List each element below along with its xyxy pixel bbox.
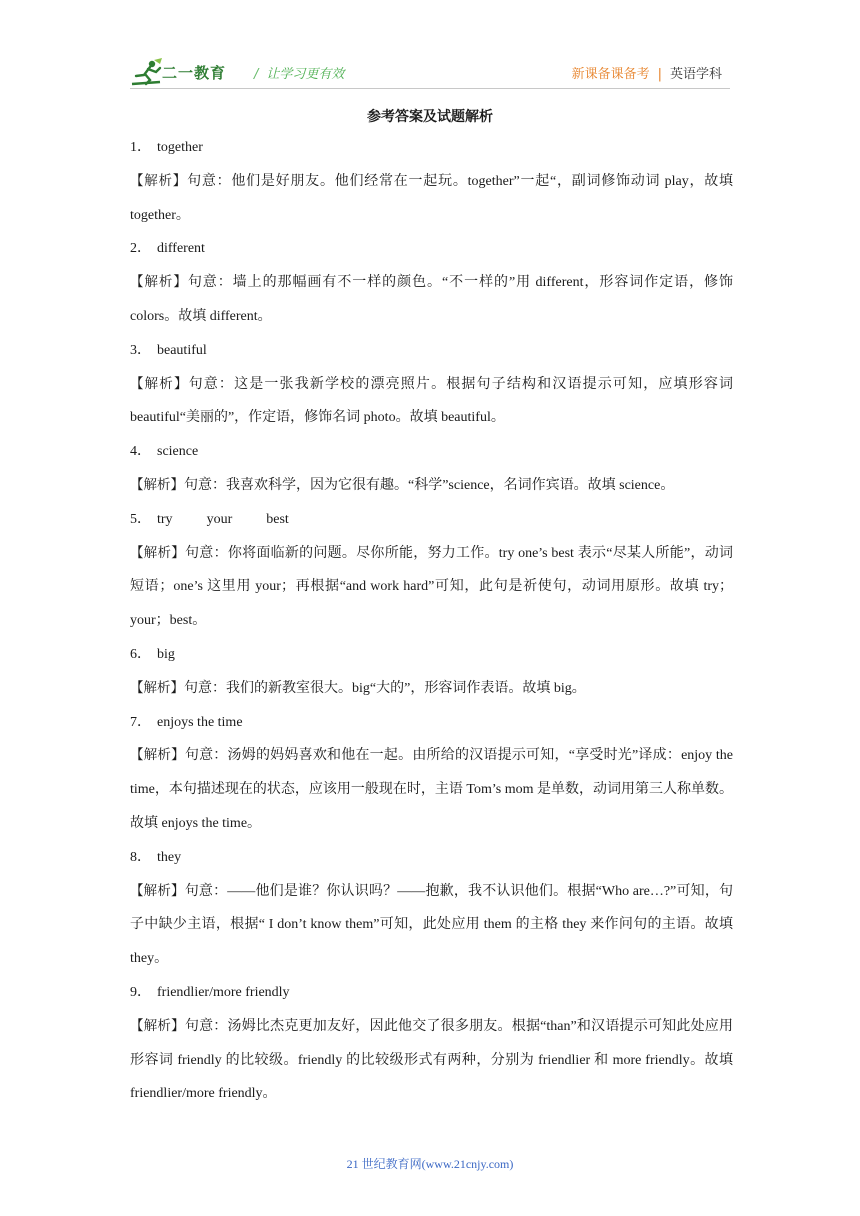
answer-line xyxy=(130,841,733,875)
analysis-paragraph xyxy=(130,1010,733,1111)
analysis-paragraph xyxy=(130,165,733,233)
analysis-marker: 【解析】 xyxy=(130,679,184,696)
analysis-text: 句意：汤姆比杰克更加友好，因此他交了很多朋友。根据“than”和汉语提示可知此处应用形容词 friendly 的比较级。friendly 的比较级形式有两种，分别为 friendlier 和 more friendly。故填 friendlier/more friendly。 xyxy=(130,1018,734,1102)
analysis-text: 句意：我们的新教室很大。big“大的”，形容词作表语。故填 big。 xyxy=(184,680,586,696)
answer-line xyxy=(130,435,733,469)
answer-line xyxy=(130,638,733,672)
analysis-marker: 【解析】 xyxy=(130,172,188,189)
analysis-marker: 【解析】 xyxy=(130,882,185,899)
analysis-paragraph xyxy=(130,672,733,706)
answer-line xyxy=(130,706,733,740)
slogan-text: 让学习更有效 xyxy=(266,67,345,82)
question-number: 1． xyxy=(130,140,151,155)
slogan: / 让学习更有效 xyxy=(254,67,345,82)
analysis-paragraph xyxy=(130,537,733,638)
runner-logo-icon xyxy=(130,58,164,88)
header-tags: 新课备课备考 | 英语学科 xyxy=(571,67,722,82)
logo xyxy=(130,58,240,88)
analysis-marker: 【解析】 xyxy=(130,747,185,764)
analysis-text: 句意：他们是好朋友。他们经常在一起玩。together”一起“，副词修饰动词 play，故填 together。 xyxy=(130,173,733,223)
page-header xyxy=(130,58,730,88)
question-number: 9． xyxy=(130,984,151,1000)
answer-text: together xyxy=(157,140,203,155)
question-number: 7． xyxy=(130,714,151,730)
page-title: 参考答案及试题解析 xyxy=(367,109,493,125)
analysis-marker: 【解析】 xyxy=(130,544,186,561)
answer-text: your xyxy=(206,511,233,527)
analysis-paragraph xyxy=(130,739,733,840)
logo-text: 二一教育 xyxy=(162,64,227,82)
answer-line xyxy=(130,976,733,1010)
tag-course: 新课备课备考 xyxy=(571,67,650,82)
question-number: 2． xyxy=(130,241,151,257)
answer-text: friendlier/more friendly xyxy=(157,984,290,1000)
answer-line xyxy=(130,334,733,368)
analysis-text: 句意：这是一张我新学校的漂亮照片。根据句子结构和汉语提示可知，应填形容词 beautiful“美丽的”，作定语，修饰名词 photo。故填 beautiful。 xyxy=(130,376,734,426)
question-number: 5． xyxy=(130,511,151,527)
answer-text: try xyxy=(157,511,173,527)
answer-line xyxy=(130,503,733,537)
analysis-marker: 【解析】 xyxy=(130,375,189,392)
question-number: 8． xyxy=(130,849,151,865)
analysis-text: 句意：我喜欢科学，因为它很有趣。“科学”science，名词作宾语。故填 science。 xyxy=(184,477,675,493)
header-divider xyxy=(130,88,730,89)
question-number: 3． xyxy=(130,342,151,358)
answer-text: big xyxy=(157,646,175,662)
answer-text: enjoys the time xyxy=(157,714,243,730)
analysis-paragraph xyxy=(130,266,733,334)
question-number: 4． xyxy=(130,444,151,460)
analysis-paragraph xyxy=(130,875,733,976)
analysis-text: 句意：你将面临新的问题。尽你所能，努力工作。try one’s best 表示“尽某人所能”，动词短语；one’s 这里用 your；再根据“and work hard”可知，此句是祈使句，动词用原形。故填 try；your；best。 xyxy=(130,545,733,629)
tag-subject: 英语学科 xyxy=(669,67,722,82)
answer-text: beautiful xyxy=(157,342,207,358)
answer-text: best xyxy=(266,511,289,527)
analysis-marker: 【解析】 xyxy=(130,1017,185,1034)
analysis-paragraph xyxy=(130,368,733,436)
analysis-text: 句意：墙上的那幅画有不一样的颜色。“不一样的”用 different，形容词作定语，修饰 colors。故填 different。 xyxy=(130,275,733,324)
answer-text: they xyxy=(157,849,182,865)
analysis-paragraph xyxy=(130,469,733,503)
analysis-text: 句意：——他们是谁？你认识吗？——抱歉，我不认识他们。根据“Who are…?”可知，句子中缺少主语，根据“ I don’t know them”可知，此处应用 them 的主格 they 来作问句的主语。故填 they。 xyxy=(130,883,733,967)
question-number: 6． xyxy=(130,646,151,662)
answer-line xyxy=(130,232,733,266)
analysis-marker: 【解析】 xyxy=(130,274,188,291)
answer-line xyxy=(130,131,733,165)
analysis-marker: 【解析】 xyxy=(130,476,184,493)
answer-list xyxy=(130,131,733,1111)
answer-text: different xyxy=(157,241,205,257)
answer-text: science xyxy=(157,444,199,460)
footer-link[interactable]: 21 世纪教育网(www.21cnjy.com) xyxy=(346,1157,514,1171)
analysis-text: 句意：汤姆的妈妈喜欢和他在一起。由所给的汉语提示可知，“享受时光”译成：enjoy the time，本句描述现在的状态，应该用一般现在时，主语 Tom’s mom 是单数，动词用第三人称单数。故填 enjoys the time。 xyxy=(130,748,734,831)
